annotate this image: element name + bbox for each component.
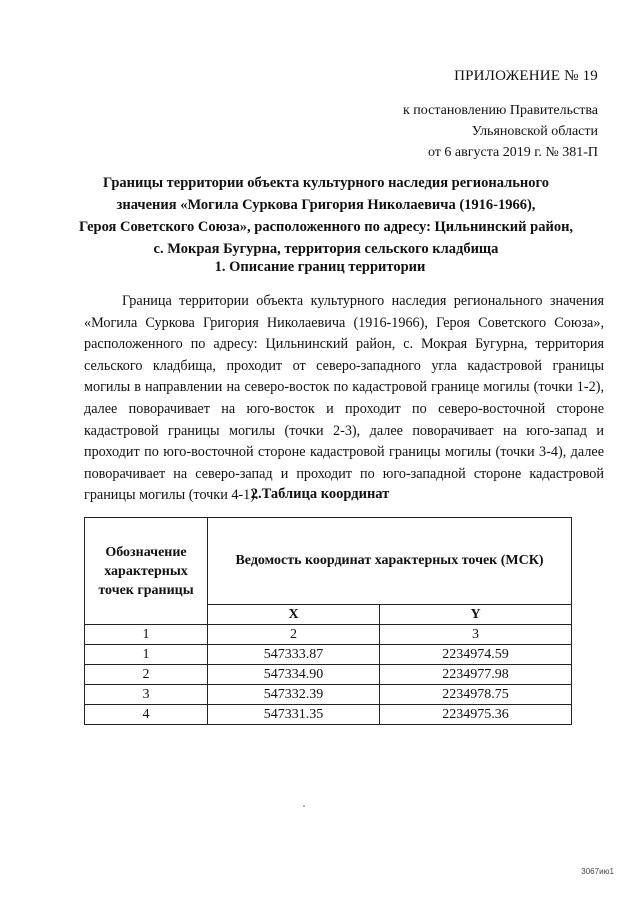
document-title [50,172,602,260]
table-row [85,705,572,725]
section-1-heading: 1. Описание границ территории [214,259,426,275]
table-header-row [85,518,572,605]
x-cell: 547334.90 [208,665,380,685]
x-cell: 547332.39 [208,685,380,705]
index-cell: 2 [208,625,380,645]
section-2-heading: 2.Таблица координат [250,486,390,502]
footer-code: 3067ию1 [581,867,614,876]
point-label-header: Обозначение характерных точек границы [85,518,208,625]
index-cell: 1 [85,625,208,645]
x-cell: 547331.35 [208,705,380,725]
table-index-row [85,625,572,645]
coordinates-table [84,517,572,725]
table-row [85,685,572,705]
decree-reference [403,100,598,163]
y-cell: 2234977.98 [380,665,572,685]
scan-dot [303,805,305,807]
y-header: Y [380,605,572,625]
table-row [85,645,572,665]
coordinates-group-header: Ведомость координат характерных точек (МСК) [208,518,572,605]
document-title-line-1: Границы территории объекта культурного наследия регионального [103,175,549,191]
decree-reference-line-2: Ульяновской области [471,124,598,139]
boundary-description: Граница территории объекта культурного наследия регионального значения «Могила Суркова Григория Николаевича (1916-1966), Героя Советского Союза», расположенного по адресу: Цильнинский район, с. Мокрая Бугурна, территория сельского кладбища, проходит от северо-западного угла кадастровой границы могилы в направлении на северо-восток по кадастровой границе могилы (точки 1-2), далее поворачивает на юго-восток и проходит по северо-восточной стороне кадастровой границы могилы (точки 2-3), далее поворачивает на юго-запад и проходит по юго-восточной стороне кадастровой границы могилы (точки 3-4), далее поворачивает на северо-запад и проходит по юго-западной стороне кадастровой границы могилы (точки 4-1). [84,293,604,504]
appendix-title: ПРИЛОЖЕНИЕ № 19 [454,68,598,84]
y-cell: 2234978.75 [380,685,572,705]
document-title-line-2: значения «Могила Суркова Григория Николаевича (1916-1966), [116,197,536,213]
point-cell: 3 [85,685,208,705]
index-cell: 3 [380,625,572,645]
point-cell: 2 [85,665,208,685]
y-cell: 2234975.36 [380,705,572,725]
decree-reference-line-3: от 6 августа 2019 г. № 381-П [427,145,598,160]
document-title-line-4: с. Мокрая Бугурна, территория сельского кладбища [153,241,499,257]
document-title-line-3: Героя Советского Союза», расположенного по адресу: Цильнинский район, [78,219,574,235]
y-cell: 2234974.59 [380,645,572,665]
x-cell: 547333.87 [208,645,380,665]
point-cell: 1 [85,645,208,665]
x-header: X [208,605,380,625]
table-row [85,665,572,685]
point-cell: 4 [85,705,208,725]
decree-reference-line-1: к постановлению Правительства [402,103,598,118]
